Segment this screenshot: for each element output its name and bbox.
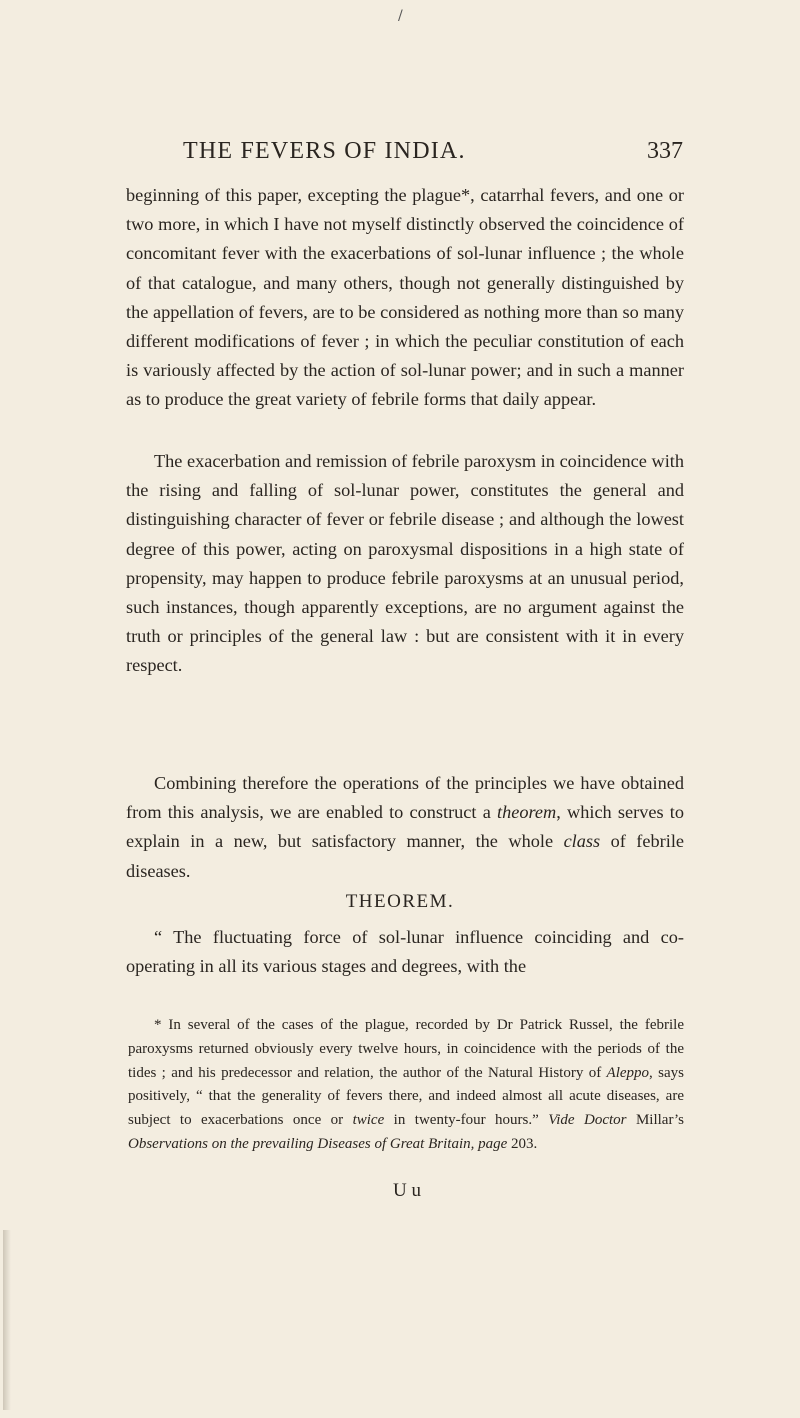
footnote-segment: , says positively, “ that the generality of fevers there, and indeed almost all acute diseases, are subject to exacerbations once or — [128, 1064, 684, 1129]
paragraph-2 — [126, 447, 684, 681]
footnote-segment: 203. — [507, 1135, 538, 1152]
paragraph-1 — [126, 181, 684, 415]
theorem-statement — [126, 923, 684, 981]
theorem-heading: THEOREM. — [345, 891, 455, 912]
signature-mark: U u — [393, 1180, 421, 1201]
footnote — [128, 1014, 684, 1157]
corner-mark: / — [398, 8, 403, 24]
page-number: 337 — [647, 138, 683, 164]
running-title: THE FEVERS OF INDIA. — [183, 138, 466, 164]
p3-italic-class: class — [563, 831, 601, 852]
paragraph-3-text — [126, 769, 684, 886]
footnote-italic: Vide Doctor — [548, 1112, 627, 1129]
footnote-segment: in twenty-four hours.” — [384, 1112, 549, 1129]
footnote-segment: * In several of the cases of the plague, recorded by Dr Patrick Russel, the febrile paroxysms returned obviously every twelve hours, in coincidence with the periods of the tides ; and his predecessor and relation, the author of the Natural History of — [128, 1017, 684, 1081]
theorem-text: “ The fluctuating force of sol-lunar influence coinciding and co-operating in all its various stages and degrees, with the — [126, 927, 684, 977]
p3-segment: Combining therefore the operations of the principles we have obtained from this analysis, we are enabled to construct a — [126, 773, 684, 823]
p3-segment: of febrile diseases. — [126, 831, 685, 881]
footnote-segment: Millar’s — [626, 1112, 685, 1129]
p3-italic-theorem: theorem — [497, 802, 557, 823]
footnote-italic: Aleppo — [606, 1064, 650, 1081]
p3-segment: , which serves to explain in a new, but satisfactory manner, the whole — [126, 802, 684, 852]
footnote-italic: twice — [352, 1112, 385, 1129]
footnote-text — [128, 1014, 684, 1157]
binding-shadow — [3, 1230, 11, 1410]
paragraph-3 — [126, 769, 684, 886]
paragraph-2-text: The exacerbation and remission of febrile paroxysm in coincidence with the rising and falling of sol-lunar power, constitutes the general and distinguishing character of fever or febrile disease ; and although the lowest degree of this power, acting on paroxysmal dispositions in a high state of propensity, may happen to produce febrile paroxysms at an unusual period, such instances, though apparently exceptions, are no argument against the truth or principles of the general law : but are consistent with it in every respect. — [126, 451, 684, 676]
running-header — [183, 138, 683, 165]
paragraph-1-text: beginning of this paper, excepting the plague*, catarrhal fevers, and one or two more, in which I have not myself distinctly observed the coincidence of concomitant fever with the exacerbations of sol-lunar influence ; the whole of that catalogue, and many others, though not generally distinguished by the appellation of fevers, are to be considered as nothing more than so many different modifications of fever ; in which the peculiar constitution of each is variously affected by the action of sol-lunar power; and in such a manner as to produce the great variety of febrile forms that daily appear. — [126, 185, 684, 410]
footnote-italic: Observations on the prevailing Diseases of Great Britain, page — [128, 1135, 508, 1152]
